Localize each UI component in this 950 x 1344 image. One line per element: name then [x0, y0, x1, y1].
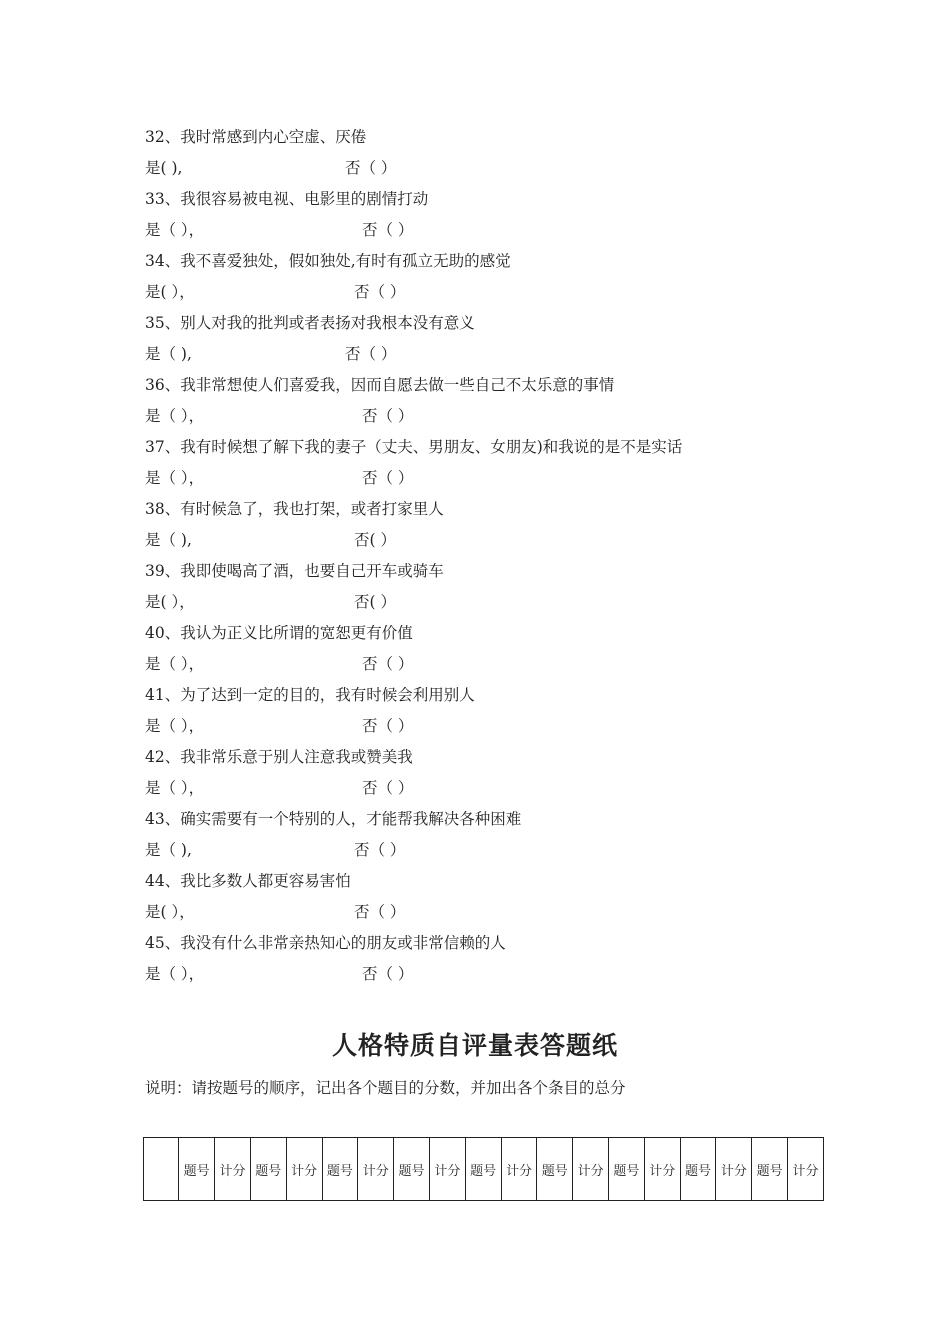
question-number-header: 题号	[537, 1138, 573, 1201]
score-header: 计分	[716, 1138, 752, 1201]
yes-option[interactable]: 是（ ），	[145, 779, 205, 797]
score-header: 计分	[429, 1138, 465, 1201]
question-number-header: 题号	[250, 1138, 286, 1201]
question-text: 36、我非常想使人们喜爱我，因而自愿去做一些自己不太乐意的事情	[145, 376, 615, 394]
answer-row	[145, 403, 845, 434]
yes-option[interactable]: 是( ),	[145, 159, 183, 177]
answer-row	[145, 961, 845, 992]
question-text: 33、我很容易被电视、电影里的剧情打动	[145, 190, 429, 208]
no-option[interactable]: 否（ ）	[354, 283, 406, 301]
answer-row	[145, 527, 845, 558]
question-number-header: 题号	[752, 1138, 788, 1201]
instructions-note: 说明：请按题号的顺序，记出各个题目的分数，并加出各个条目的总分	[145, 1079, 626, 1097]
score-header: 计分	[286, 1138, 322, 1201]
question-number-header: 题号	[680, 1138, 716, 1201]
answer-row	[145, 341, 845, 372]
no-option[interactable]: 否（ ）	[362, 779, 414, 797]
score-header: 计分	[501, 1138, 537, 1201]
no-option[interactable]: 否（ ）	[362, 965, 414, 983]
no-option[interactable]: 否（ ）	[362, 717, 414, 735]
yes-option[interactable]: 是（ ),	[145, 841, 192, 859]
answer-row	[145, 899, 845, 930]
score-header: 计分	[644, 1138, 680, 1201]
yes-option[interactable]: 是（ ),	[145, 531, 192, 549]
question-text: 41、为了达到一定的目的，我有时候会利用别人	[145, 686, 475, 704]
score-header: 计分	[215, 1138, 251, 1201]
table-row	[144, 1138, 824, 1201]
question-text: 43、确实需要有一个特别的人，才能帮我解决各种困难	[145, 810, 522, 828]
no-option[interactable]: 否( ）	[354, 531, 396, 549]
question-text: 40、我认为正义比所谓的宽恕更有价值	[145, 624, 413, 642]
question-text: 35、别人对我的批判或者表扬对我根本没有意义	[145, 314, 475, 332]
question-number-header: 题号	[609, 1138, 645, 1201]
question-text: 37、我有时候想了解下我的妻子（丈夫、男朋友、女朋友)和我说的是不是实话	[145, 438, 683, 456]
question-number-header: 题号	[394, 1138, 430, 1201]
answer-row	[145, 217, 845, 248]
question-text: 44、我比多数人都更容易害怕	[145, 872, 351, 890]
score-header: 计分	[573, 1138, 609, 1201]
question-text: 45、我没有什么非常亲热知心的朋友或非常信赖的人	[145, 934, 506, 952]
question-list	[145, 124, 845, 992]
no-option[interactable]: 否（ ）	[345, 345, 397, 363]
yes-option[interactable]: 是( ），	[145, 593, 195, 611]
yes-option[interactable]: 是（ ），	[145, 965, 205, 983]
answer-row	[145, 589, 845, 620]
answer-sheet-title: 人格特质自评量表答题纸	[331, 1031, 618, 1060]
no-option[interactable]: 否（ ）	[354, 841, 406, 859]
answer-sheet-table	[143, 1137, 824, 1201]
yes-option[interactable]: 是（ ），	[145, 655, 205, 673]
score-header: 计分	[358, 1138, 394, 1201]
answer-row	[145, 279, 845, 310]
blank-cell	[144, 1138, 179, 1201]
question-text: 42、我非常乐意于别人注意我或赞美我	[145, 748, 413, 766]
question-number-header: 题号	[322, 1138, 358, 1201]
answer-row	[145, 651, 845, 682]
yes-option[interactable]: 是( ），	[145, 903, 195, 921]
no-option[interactable]: 否（ ）	[362, 407, 414, 425]
no-option[interactable]: 否（ ）	[362, 469, 414, 487]
yes-option[interactable]: 是（ ），	[145, 717, 205, 735]
no-option[interactable]: 否（ ）	[362, 655, 414, 673]
question-number-header: 题号	[465, 1138, 501, 1201]
yes-option[interactable]: 是（ ），	[145, 221, 205, 239]
no-option[interactable]: 否（ ）	[362, 221, 414, 239]
score-header: 计分	[788, 1138, 824, 1201]
yes-option[interactable]: 是（ ），	[145, 469, 205, 487]
answer-row	[145, 837, 845, 868]
no-option[interactable]: 否( ）	[354, 593, 396, 611]
answer-row	[145, 155, 845, 186]
answer-row	[145, 775, 845, 806]
question-text: 39、我即使喝高了酒，也要自己开车或骑车	[145, 562, 444, 580]
yes-option[interactable]: 是( ），	[145, 283, 195, 301]
question-number-header: 题号	[179, 1138, 215, 1201]
question-text: 32、我时常感到内心空虚、厌倦	[145, 128, 367, 146]
answer-row	[145, 465, 845, 496]
question-text: 34、我不喜爱独处，假如独处,有时有孤立无助的感觉	[145, 252, 511, 270]
yes-option[interactable]: 是（ ),	[145, 345, 192, 363]
yes-option[interactable]: 是（ ），	[145, 407, 205, 425]
question-text: 38、有时候急了，我也打架，或者打家里人	[145, 500, 444, 518]
no-option[interactable]: 否（ ）	[345, 159, 397, 177]
answer-row	[145, 713, 845, 744]
no-option[interactable]: 否（ ）	[354, 903, 406, 921]
